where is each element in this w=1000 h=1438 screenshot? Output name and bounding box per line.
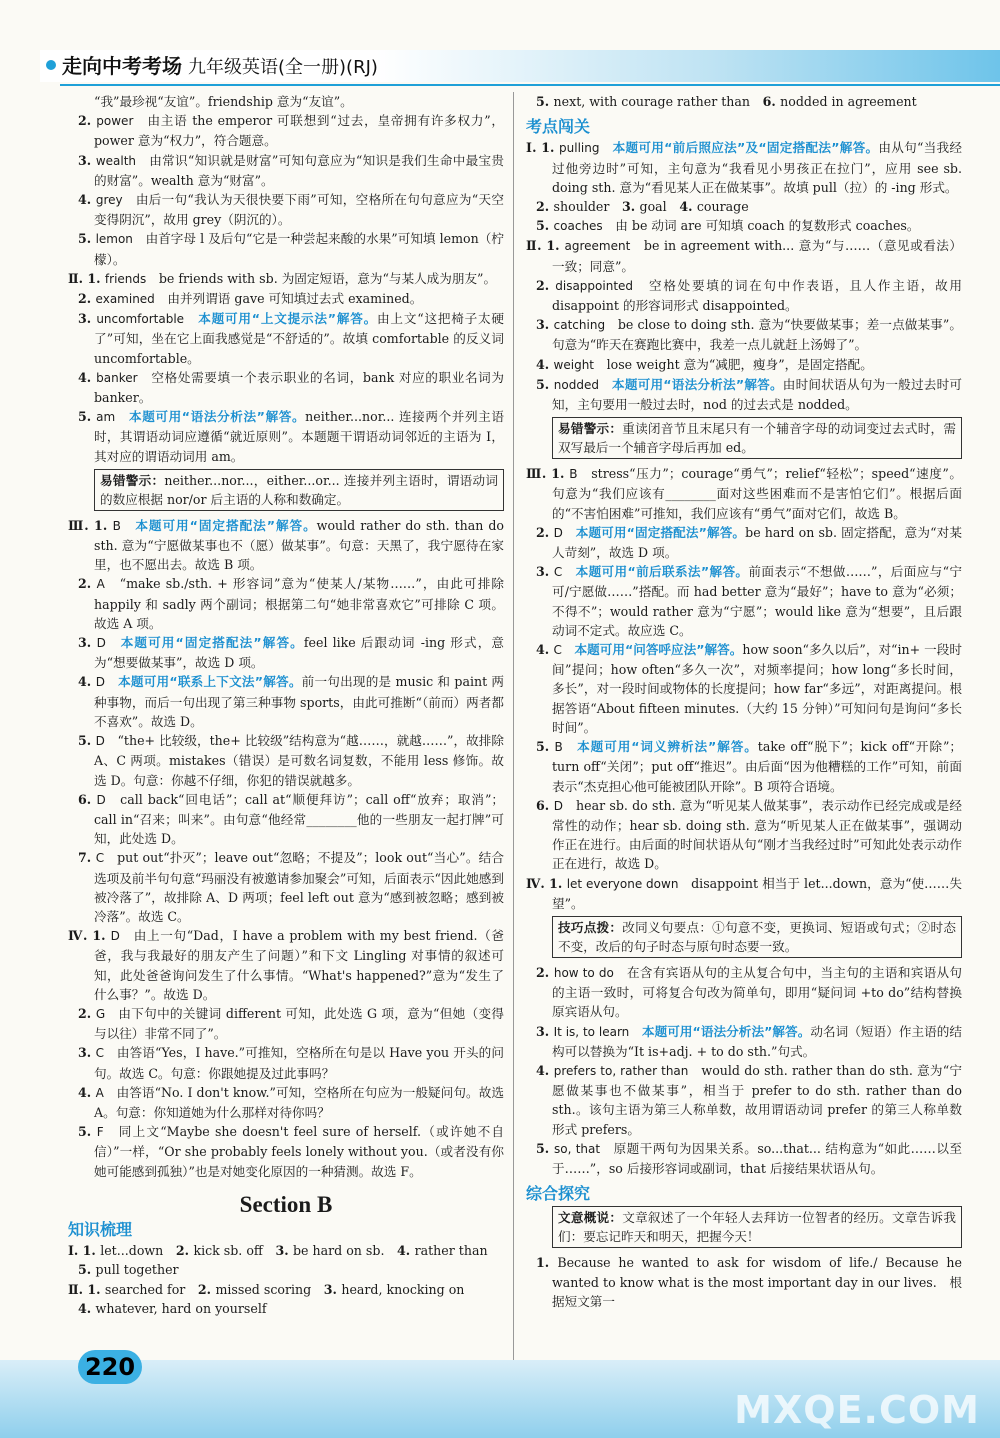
explanation-text	[599, 140, 612, 155]
explanation-text: rather than	[414, 1243, 488, 1259]
answer-item	[68, 790, 504, 849]
answer-item	[526, 562, 962, 640]
explanation-text	[121, 518, 136, 533]
answer-item	[68, 190, 504, 229]
item-number: 7.	[78, 850, 96, 866]
method-tip: 本题可用“词义辨析法”解答。	[577, 739, 758, 755]
answer-text: B	[554, 740, 563, 755]
answer-item	[68, 731, 504, 790]
item-number: 5.	[536, 218, 554, 234]
explanation-text: “the+ 比较级，the+ 比较级”结构意为“越……，就越……”，故排除 A、C 两项。mistakes（错误）是可数名词复数，不能用 less 修饰。故选 D。句意：你越不仔细，你犯的错误就越多。	[94, 733, 504, 788]
answer-text: disappointed	[555, 278, 634, 293]
explanation-text: Because he wanted to ask for wisdom of life./ Because he wanted to know what is the most important day in our lives. 根据短文第一	[552, 1255, 962, 1309]
item-number: Ⅳ. 1.	[68, 928, 111, 944]
explanation-text: 由上一句“Dad，I have a problem with my best friend.（爸爸，我与我最好的朋友产生了问题）”和下文 Lingling 对事情的叙述可知，此处爸爸询问发生了什么事情。“What's happened?”意为“发生了什么事？”。故选 D。	[94, 928, 504, 1002]
method-tip: 本题可用“固定搭配法”解答。	[135, 517, 317, 533]
item-number: 3.	[78, 152, 96, 168]
answer-text: D	[96, 636, 106, 651]
explanation-text: 由并列谓语 gave 可知填过去式 examined。	[154, 291, 423, 307]
answer-text: uncomfortable	[96, 312, 185, 327]
item-number: 5.	[78, 1124, 97, 1140]
answer-text: how to do	[553, 965, 614, 980]
answer-text: so, that	[554, 1141, 601, 1156]
item-number: 5.	[536, 1140, 555, 1156]
answer-item	[68, 1043, 504, 1082]
explanation-text: 动名词（短语）作主语的结构可以替换为“It is+adj. + to do sth.”句式。	[552, 1023, 962, 1059]
explanation-text: would do sth. rather than do sth. 意为“宁愿做某事也不做某事”，相当于 prefer to do sth. rather than do sth.。该句主语为第三人称单数，故用谓语动词 prefer 的第三人称单数形式 prefers。	[552, 1062, 962, 1137]
method-tip: 本题可用“语法分析法”解答。	[129, 409, 306, 425]
item-number: 5.	[78, 231, 96, 247]
item-number: 3.	[323, 1281, 342, 1297]
answer-item	[526, 216, 962, 236]
explanation-text: disappoint 相当于 let...down，意为“使……失望”。	[552, 875, 962, 911]
item-number: 4.	[536, 642, 554, 658]
explanation-text: be friends with sb. 为固定短语，意为“与某人成为朋友”。	[146, 270, 497, 286]
item-number: 4.	[78, 1300, 96, 1316]
method-tip: 本题可用“固定搭配法”解答。	[575, 524, 746, 540]
answer-text: It is, to learn	[553, 1024, 630, 1039]
answer-item	[68, 926, 504, 1004]
answer-text: am	[96, 410, 116, 425]
answer-text: D	[95, 734, 105, 749]
note-text: 文章叙述了一个年轻人去拜访一位智者的经历。文章告诉我们：要忘记昨天和明天，把握今天！	[558, 1210, 957, 1245]
subsection-heading: 知识梳理	[68, 1219, 133, 1239]
item-number: 2.	[536, 524, 554, 540]
answer-item	[526, 1139, 962, 1178]
explanation-text: nodded in agreement	[780, 94, 917, 109]
note-text: 改同义句要点：①句意不变，更换词、短语或句式；②时态不变，改后的句子时态与原句时态要一致。	[558, 919, 957, 954]
item-number: 4.	[536, 1062, 554, 1078]
answer-item	[526, 1061, 962, 1139]
item-number: Ⅰ. 1.	[526, 140, 560, 156]
answer-item	[526, 874, 962, 913]
explanation-text: let...down	[100, 1243, 176, 1259]
item-number: 5.	[536, 94, 554, 109]
answer-item	[526, 375, 962, 414]
answer-text: C	[553, 565, 563, 580]
explanation-text: be in agreement with... 意为“与……（意见或看法）一致；同意”。	[552, 238, 962, 274]
explanation-text	[106, 635, 121, 650]
item-number: 2.	[78, 1005, 96, 1021]
answer-text: let everyone down	[566, 876, 679, 891]
note-box	[552, 1206, 962, 1248]
item-number: 5.	[78, 733, 96, 749]
explanation-text: 同上文“Maybe she doesn't feel sure of herself.（或许她不自信）”一样，“Or she probably feels lonely without you.（或者没有你她可能感到孤独）”也是对她变化原因的一种猜测。故选 F。	[94, 1124, 504, 1179]
item-number: Ⅱ. 1.	[526, 238, 565, 254]
explanation-text: be hard on sb. 固定搭配，意为“对某人苛刻”，故选 D 项。	[552, 524, 962, 561]
explanation-text: 由主语 the emperor 可联想到“过去，皇帝拥有许多权力”，power 意为“权力”，符合题意。	[94, 113, 504, 149]
explanation-text: next, with courage rather than	[553, 94, 763, 109]
item-number: 6.	[762, 94, 781, 109]
answer-text: coaches	[553, 219, 603, 234]
answer-text: D	[553, 798, 564, 813]
explanation-text: 空格处要填的词在句中作表语，且人作主语，故用 disappoint 的形容词形式 disappointed。	[552, 277, 962, 314]
answer-item	[68, 516, 504, 575]
answer-item	[526, 355, 962, 375]
bullet-icon	[46, 60, 56, 70]
explanation-text: 由后一句“我认为天很快要下雨”可知，空格所在句句意应为“天空变得阴沉”，故用 grey（阴沉的）。	[94, 192, 504, 228]
item-number: 5.	[536, 739, 555, 755]
answer-item	[526, 737, 962, 796]
item-number: 2.	[78, 576, 97, 592]
item-number: 5.	[78, 409, 97, 425]
answer-item	[68, 151, 504, 190]
explanation-text: 空格处需要填一个表示职业的名词，bank 对应的职业名词为 banker。	[94, 369, 504, 406]
answer-item	[68, 633, 504, 672]
answer-text: power	[96, 114, 134, 129]
answer-item	[68, 1280, 504, 1299]
explanation-text	[563, 739, 577, 754]
explanation-text: pull together	[95, 1262, 179, 1278]
item-number: 4.	[78, 369, 97, 385]
note-text: 重读闭音节且末尾只有一个辅音字母的动词变过去式时，需双写最后一个辅音字母后再加 ed。	[558, 421, 957, 456]
column-divider	[513, 92, 514, 1362]
explanation-text: 由从句“当我经过他旁边时”可知，主句意为“我看见小男孩正在拉门”，应用 see sb. doing sth. 意为“看见某人正在做某事”。故填 pull（拉）的 -ing 形式。	[552, 140, 962, 195]
answer-item	[68, 407, 504, 466]
explanation-text: call back“回电话”；call at“顺便拜访”；call off“放弃；取消”；call in“召来；叫来”。由句意“他经常________他的一些朋友一起打牌”可知，此处选 D。	[94, 791, 504, 847]
method-tip: 本题可用“固定搭配法”解答。	[120, 635, 304, 651]
explanation-text: goal	[639, 199, 680, 215]
answer-text: B	[569, 467, 578, 482]
page-number: 220	[78, 1350, 142, 1384]
answer-item	[68, 1299, 504, 1318]
answer-item	[526, 523, 962, 562]
answer-text: agreement	[564, 239, 631, 254]
answer-item	[526, 315, 962, 354]
item-number: 2.	[536, 964, 554, 980]
item-number: 2.	[197, 1281, 216, 1297]
answer-item	[68, 289, 504, 309]
note-label: 易错警示：	[558, 421, 623, 437]
answer-text: catching	[553, 318, 606, 333]
answer-text: C	[553, 643, 562, 658]
explanation-text: 由时间状语从句为一般过去时可知，主句要用一般过去时，nod 的过去式是 nodded。	[552, 376, 962, 413]
answer-item	[68, 1260, 504, 1279]
item-number: 3.	[78, 635, 97, 651]
explanation-text	[562, 642, 575, 657]
item-number: 3.	[536, 564, 554, 580]
answer-item	[68, 1004, 504, 1043]
explanation-text: 由答语“No. I don't know.”可知，空格所在句应为一般疑问句。故选 A。句意：你知道她为什么那样对待你吗？	[94, 1084, 504, 1120]
item-number: 4.	[397, 1243, 415, 1259]
explanation-text: 由答语“Yes，I have.”可推知，空格所在句是以 Have you 开头的问句。故选 C。句意：你跟她提及过此事吗？	[94, 1045, 504, 1081]
item-number: 2.	[78, 291, 96, 307]
item-number: 5.	[78, 1262, 96, 1278]
left-column	[68, 92, 504, 1342]
item-number: Ⅲ. 1.	[68, 517, 113, 533]
item-number: Ⅱ. 1.	[68, 1281, 105, 1297]
explanation-text: be close to doing sth. 意为“快要做某事；差一点做某事”。句意为“昨天在赛跑比赛中，我差一点儿就赶上汤姆了”。	[552, 317, 962, 353]
book-title	[62, 50, 378, 79]
page-header	[0, 0, 1000, 86]
answer-item	[68, 848, 504, 926]
answer-text: D	[95, 675, 106, 690]
explanation-text	[184, 311, 198, 326]
item-number: 3.	[536, 317, 554, 333]
item-number: 4.	[78, 1084, 96, 1100]
answer-text: grey	[95, 193, 123, 208]
answer-item	[526, 1253, 962, 1311]
answer-text: A	[95, 1085, 104, 1100]
watermark: MXQE.COM	[734, 1388, 980, 1432]
explanation-text: neither...nor... 连接两个并列主语时，其谓语动词应遵循“就近原则”。本题题干谓语动词邻近的主语为 I，其对应的谓语动词用 am。	[94, 409, 504, 464]
answer-text: prefers to, rather than	[553, 1063, 689, 1078]
note-box	[552, 417, 962, 459]
explanation-text: how soon“多久以后”，对“in+ 一段时间”提问；how often“多久一次”，对频率提问；how long“多长时间，多长”，对一段时间或物体的长度提问；how far“多远”，对距离提问。根据答语“About fifteen minutes.（大约 15 分钟）”可知问句是询问“多长时间”。	[552, 642, 962, 735]
answer-item	[68, 1122, 504, 1181]
item-number: 3.	[78, 1045, 96, 1061]
item-number: 2.	[78, 113, 97, 129]
explanation-text	[105, 674, 118, 689]
explanation-text	[629, 1024, 642, 1039]
explanation-text: be hard on sb.	[293, 1243, 398, 1259]
explanation-text	[599, 377, 612, 392]
answer-text: examined	[95, 292, 155, 307]
explanation-text: put out“扑灭”；leave out“忽略；不提及”；look out“当心”。结合选项及前半句句意“玛丽没有被邀请参加聚会”可知，后面表示“因此她感到被冷落了”，故排除 A、D 两项；feel left out 意为“感到被忽略；感到被冷落”。故选 C。	[94, 850, 504, 924]
item-number: 4.	[78, 192, 96, 208]
page-footer	[0, 1330, 1000, 1438]
explanation-text: 由 be 动词 are 可知填 coach 的复数形式 coaches。	[602, 218, 920, 234]
explanation-text: courage	[696, 199, 749, 215]
note-box	[552, 916, 962, 958]
answer-text: C	[95, 851, 105, 866]
answer-text: D	[553, 525, 563, 540]
section-title: Section B	[239, 1191, 333, 1217]
answer-item	[526, 276, 962, 315]
explanation-text: heard, knocking on	[341, 1281, 465, 1297]
answer-item	[526, 236, 962, 275]
answer-text: C	[95, 1046, 105, 1061]
answer-text: wealth	[95, 153, 137, 168]
explanation-text: kick sb. off	[193, 1243, 276, 1259]
book-subtitle: 九年级英语(全一册)(RJ)	[188, 57, 378, 78]
answer-item	[526, 138, 962, 197]
explanation-text: would rather do sth. than do sth. 意为“宁愿做某事也不（愿）做某事”。句意：天黑了，我宁愿待在家里，也不愿出去。故选 B 项。	[94, 517, 504, 573]
answer-item	[526, 640, 962, 737]
item-number: 1.	[536, 1255, 558, 1271]
explanation-text: searched for	[104, 1281, 198, 1297]
method-tip: 本题可用“语法分析法”解答。	[612, 376, 783, 392]
answer-text: G	[95, 1006, 106, 1021]
answer-item	[68, 111, 504, 150]
explanation-text	[562, 564, 575, 579]
explanation-text: missed scoring	[215, 1281, 324, 1297]
explanation-text: feel like 后跟动词 -ing 形式，意为“想要做某事”，故选 D 项。	[94, 635, 504, 671]
item-number: 3.	[275, 1243, 293, 1259]
answer-text: D	[110, 929, 120, 944]
method-tip: 本题可用“语法分析法”解答。	[641, 1023, 811, 1039]
explanation-text: 前面表示“不想做……”，后面应与“宁可/宁愿做……”搭配。而 had better 意为“最好”；have to 意为“必须；不得不”；would rather 意为“宁愿”；would like 意为“想要”，且后跟动词不定式。故应选 C。	[552, 564, 962, 638]
answer-item	[526, 197, 962, 216]
subsection-heading: 综合探究	[526, 1184, 591, 1204]
answer-item	[68, 229, 504, 268]
method-tip: 本题可用“问答呼应法”解答。	[574, 642, 743, 658]
item-number: 2.	[536, 277, 556, 293]
answer-item	[526, 796, 962, 874]
explanation-text: 原题干两句为因果关系。so...that... 结构意为“如此……以至于……”，so 后接形容词或副词，that 后接结果状语从句。	[552, 1140, 962, 1176]
explanation-text: 前一句出现的是 music 和 paint 两种事物，而后一句出现了第三种事物 sports，由此可推断“（前而）两者都不喜欢”。故选 D。	[94, 674, 504, 729]
explanation-text: lose weight 意为“减肥，瘦身”，是固定搭配。	[594, 356, 873, 372]
explanation-text	[563, 525, 576, 540]
explanation-text: stress“压力”；courage“勇气”；relief“轻松”；speed“速度”。句意为“我们应该有________面对这些困难而不是害怕它们”。根据后面的“不害怕困难”可推知，我们应该有“勇气”面对它们，故选 B。	[552, 466, 962, 521]
explanation-text: take off“脱下”；kick off“开除”；turn off“关闭”；put off“推迟”。由后面“因为他糟糕的工作”可知，前面表示“杰克担心他可能被团队开除”。B 项符合语境。	[552, 739, 962, 794]
item-number: 5.	[536, 376, 554, 392]
right-column	[526, 92, 962, 1392]
answer-item	[68, 1241, 504, 1260]
note-text: neither...nor...，either...or... 连接并列主语时，谓语动词的数应根据 nor/or 后主语的人称和数确定。	[100, 472, 499, 507]
answer-text: weight	[553, 357, 595, 372]
answer-item	[526, 963, 962, 1022]
answer-text: B	[112, 518, 121, 533]
method-tip: 本题可用“联系上下文法”解答。	[118, 674, 302, 690]
series-title: 走向中考考场	[62, 54, 182, 78]
answer-item	[68, 309, 504, 368]
answer-text: lemon	[95, 232, 133, 247]
method-tip: 本题可用“上文提示法”解答。	[198, 311, 378, 327]
answer-text: friends	[104, 271, 147, 286]
answer-text: D	[96, 792, 106, 807]
item-number: 6.	[536, 797, 554, 813]
item-number: 3.	[78, 311, 97, 327]
answer-item	[526, 464, 962, 523]
method-tip: 本题可用“前后联系法”解答。	[575, 564, 749, 580]
item-number: 4.	[679, 199, 697, 215]
item-number: Ⅳ. 1.	[526, 875, 567, 891]
answer-text: nodded	[553, 377, 599, 392]
explanation-text: 在含有宾语从句的主从复合句中，当主句的主语和宾语从句的主语一致时，可将复合句改为简单句，即用“疑问词 +to do”结构替换原宾语从句。	[552, 964, 962, 1020]
explanation-text: whatever, hard on yourself	[95, 1300, 267, 1316]
item-number: 3.	[536, 1023, 554, 1039]
method-tip: 本题可用“前后照应法”及“固定搭配法”解答。	[612, 140, 879, 156]
explanation-text: 由下句中的关键词 different 可知，此处选 G 项，意为“但她（变得与以往）非常不同了”。	[94, 1005, 504, 1042]
answer-item	[68, 368, 504, 407]
answer-item	[68, 269, 504, 289]
answer-item	[68, 92, 504, 111]
item-number: 3.	[621, 199, 640, 215]
answer-item	[526, 92, 962, 111]
item-number: Ⅰ. 1.	[68, 1243, 101, 1259]
item-number: 6.	[78, 791, 97, 807]
answer-item	[68, 672, 504, 731]
note-label: 技巧点拨：	[558, 919, 623, 935]
item-number: Ⅲ. 1.	[526, 466, 570, 482]
answer-text: F	[96, 1125, 104, 1140]
answer-text: banker	[96, 370, 138, 385]
note-label: 文意概说：	[558, 1210, 623, 1226]
item-number: 2.	[536, 199, 554, 215]
item-number: 4.	[536, 356, 554, 372]
answer-text: A	[96, 577, 105, 592]
header-rule	[60, 84, 1000, 86]
answer-item	[68, 1083, 504, 1122]
explanation-text: shoulder	[553, 199, 622, 215]
answer-item	[526, 1022, 962, 1061]
explanation-text: “make sb./sth. + 形容词”意为“使某人/某物……”，由此可排除 happily 和 sadly 两个副词；根据第二句“她非常喜欢它”可排除 C 项。故选 A 项。	[94, 576, 504, 631]
explanation-text: 由常识“知识就是财富”可知句意应为“知识是我们生命中最宝贵的财富”。wealth 意为“财富”。	[94, 152, 504, 188]
answer-item	[68, 574, 504, 633]
note-label: 易错警示：	[100, 472, 165, 488]
subsection-heading: 考点闯关	[526, 117, 591, 137]
explanation-text: hear sb. do sth. 意为“听见某人做某事”，表示动作已经完成或是经常性的动作；hear sb. doing sth. 意为“听见某人正在做某事”，强调动作正在进行。由后面的时间状语从句“刚才当我经过时”可知此处表示动作正在进行，故选 D。	[552, 797, 962, 872]
item-number: 2.	[175, 1243, 194, 1259]
explanation-text	[115, 409, 129, 424]
explanation-text: “我”最珍视“友谊”。friendship 意为“友谊”。	[94, 94, 353, 109]
item-number: 4.	[78, 674, 96, 690]
explanation-text: 由上文“这把椅子太硬了”可知，坐在它上面我感觉是“不舒适的”。故填 comfortable 的反义词 uncomfortable。	[94, 311, 504, 366]
item-number: Ⅱ. 1.	[68, 270, 105, 286]
answer-text: pulling	[559, 141, 600, 156]
explanation-text: 由首字母 l 及后句“它是一种尝起来酸的水果”可知填 lemon（柠檬）。	[94, 231, 504, 267]
note-box	[94, 469, 504, 511]
